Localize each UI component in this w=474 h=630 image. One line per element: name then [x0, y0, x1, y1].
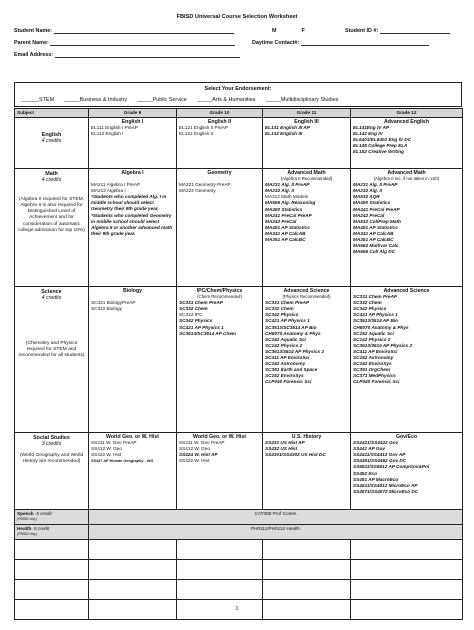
- course-item[interactable]: SS451 AP MacroEco: [353, 476, 399, 482]
- health-credits: .5 credit: [32, 526, 50, 531]
- speech-subject-cell: [15, 510, 89, 525]
- course-item[interactable]: SC331 Chem PreAP: [179, 300, 224, 306]
- course-item[interactable]: MA232 Alg. II: [353, 188, 382, 194]
- math-subject-name: Math: [45, 171, 58, 177]
- col-header-grade10: Grade 10: [177, 109, 263, 118]
- gender-row: [272, 28, 305, 34]
- endorsement-option-arts[interactable]: _____Arts & Humanities: [197, 97, 256, 103]
- course-item[interactable]: SC332 Chem: [353, 300, 382, 306]
- col-header-grade12: Grade 12: [351, 109, 463, 118]
- social-grade12-cell: [351, 433, 463, 510]
- endorsement-option-multidisciplinary[interactable]: _____Multidisciplinary Studies: [265, 97, 339, 103]
- course-item[interactable]: SS4461/SS4462 Gov DC: [353, 458, 407, 464]
- speech-subject-name: Speech: [17, 511, 34, 516]
- speech-credits: .5 credit: [35, 511, 52, 516]
- course-item[interactable]: SC152 Aquatic Sci: [265, 336, 306, 342]
- header-row: [15, 109, 463, 118]
- social-grade9-cell: [89, 433, 177, 510]
- col-header-grade11: Grade 11: [263, 109, 351, 118]
- science-note: (Chemistry and Physics required for STEM and recommended for all students): [18, 341, 85, 359]
- blank-row: [15, 580, 463, 600]
- blank-cell[interactable]: [351, 540, 463, 560]
- daytime-contact-label: Daytime Contact#:: [252, 40, 300, 46]
- course-item[interactable]: SS4301/SS4302 US Hist DC: [265, 452, 326, 458]
- math-g11-subtitle: (Algebra II Recommended): [280, 176, 333, 182]
- math-row: [15, 169, 463, 287]
- col-header-subject: Subject: [15, 109, 89, 118]
- english-subject-cell: [15, 118, 89, 169]
- course-item[interactable]: SS424 W. Hist AP: [179, 452, 218, 458]
- english-g12-title: Advanced English: [384, 119, 429, 125]
- daytime-contact-field[interactable]: [301, 40, 429, 46]
- course-item[interactable]: EL121 English II PreAP: [179, 125, 228, 131]
- course-item[interactable]: MA341 AP CalcAB: [265, 230, 306, 236]
- science-grade11-cell: [263, 287, 351, 433]
- science-g10-subtitle: (Chem Recommended): [197, 294, 242, 300]
- page-title: FBISD Universal Course Selection Worksheet: [176, 14, 298, 20]
- course-item[interactable]: EL141Eng IV AP: [353, 125, 390, 131]
- blank-cell[interactable]: [15, 560, 89, 580]
- social-note: (World Geography and World History are recommended): [19, 453, 84, 465]
- course-item[interactable]: SC342 Physics: [265, 312, 299, 318]
- course-item[interactable]: SC142 Physics 2: [353, 336, 391, 342]
- course-item[interactable]: SC421 AP Physics 1: [353, 312, 398, 318]
- course-item[interactable]: MA232 Alg. II: [265, 188, 294, 194]
- english-g11-title: English III: [294, 119, 319, 125]
- course-item[interactable]: SC342 Physics: [353, 306, 387, 312]
- math-grade9-cell: [89, 169, 177, 287]
- course-item[interactable]: SC152 EnviroSys: [265, 373, 304, 379]
- course-item[interactable]: SS452 Eco: [353, 470, 377, 476]
- science-grade9-cell: [89, 287, 177, 433]
- blank-cell[interactable]: [177, 540, 263, 560]
- course-item[interactable]: MA242 PreCal: [265, 218, 297, 224]
- course-item[interactable]: SC152 EnviroSys: [353, 361, 392, 367]
- student-name-row: [14, 28, 234, 34]
- course-item[interactable]: SS431 US Hist AP: [265, 440, 305, 446]
- parent-name-label: Parent Name:: [14, 40, 49, 46]
- course-item[interactable]: SS4571/SS4572 MicroEco DC: [353, 488, 419, 494]
- endorsement-title: Select Your Endorsement:: [204, 86, 272, 92]
- course-item[interactable]: CH5070 Anatomy & Phys: [265, 330, 321, 336]
- health-course-cell[interactable]: [89, 525, 463, 540]
- math-g9-note: *Students who completed Alg. I in middle school should select Geometry their 9th grade year.: [91, 194, 167, 212]
- course-item[interactable]: CLP040 Forensic Sci: [265, 379, 312, 385]
- course-item[interactable]: SS422 W. Hist: [91, 452, 122, 458]
- course-item[interactable]: SS411 W. Geo PreAP: [179, 440, 225, 446]
- math-g12-subtitle: (Algebra II rec. if not taken in 11th): [373, 176, 440, 182]
- health-subject-name: Health: [17, 526, 32, 531]
- course-item[interactable]: MA662 Multivar Calc: [353, 243, 399, 249]
- endorsement-options: [21, 97, 347, 103]
- course-item[interactable]: MA211 Algebra I PreAP: [91, 182, 141, 188]
- course-item[interactable]: MA221 Geometry PreAP: [179, 182, 231, 188]
- course-item[interactable]: SC391 Earth and Space: [265, 367, 318, 373]
- blank-cell[interactable]: [263, 560, 351, 580]
- science-subject-cell: [15, 287, 89, 433]
- course-item[interactable]: MA556 Alg. Reasoning: [265, 200, 316, 206]
- blank-row: [15, 560, 463, 580]
- social-credits: 3 credits: [41, 441, 62, 448]
- blank-cell[interactable]: [177, 580, 263, 600]
- course-item[interactable]: EL132 English III: [265, 131, 303, 137]
- course-item[interactable]: SC3513/SC3514 AP Bio: [265, 324, 317, 330]
- course-item[interactable]: MA532 CollPrep Math: [353, 218, 401, 224]
- course-item[interactable]: EL142 Eng IV: [353, 131, 383, 137]
- course-item[interactable]: SC3613/3614 AP Physics 2: [353, 342, 413, 348]
- social-g9-title: World Geo. or W. Hist: [106, 434, 159, 440]
- health-row: [15, 525, 463, 540]
- course-item[interactable]: SS412 W. Geo: [91, 446, 123, 452]
- course-item[interactable]: SC3613/3614 AP Physics 2: [265, 348, 325, 354]
- science-credits: 4 credits: [41, 295, 62, 302]
- math-grade12-cell: [351, 169, 463, 287]
- course-item[interactable]: CLP040 Forensic Sci: [353, 379, 400, 385]
- student-name-field[interactable]: [54, 28, 234, 34]
- course-item[interactable]: EL131 English III AP: [265, 125, 310, 131]
- social-studies-row: [15, 433, 463, 510]
- course-item[interactable]: SS432 US Hist: [265, 446, 298, 452]
- math-g11-title: Advanced Math: [287, 170, 326, 176]
- student-id-row: [345, 28, 450, 34]
- email-row: [14, 52, 240, 58]
- student-id-field[interactable]: [380, 28, 450, 34]
- course-item[interactable]: SC3613/SC3614 AP Chem: [179, 330, 236, 336]
- course-item[interactable]: SS6511/SS6512 AP CompGov&Pol: [353, 464, 430, 470]
- science-grade12-cell: [351, 287, 463, 433]
- course-item[interactable]: MA532 AQR: [353, 194, 380, 200]
- health-subtitle: (FBISD req.): [17, 532, 38, 537]
- course-item[interactable]: MA231 Alg. II PreAP: [353, 182, 398, 188]
- blank-cell[interactable]: [177, 560, 263, 580]
- course-item[interactable]: MA341 AP CalcAB: [353, 230, 394, 236]
- course-item[interactable]: MA451 AP Statistics: [353, 224, 398, 230]
- course-item[interactable]: MA665 Coll Alg DC: [353, 249, 396, 255]
- social-g12-title: Gov/Eco: [395, 434, 418, 440]
- parent-name-field[interactable]: [50, 40, 235, 46]
- course-item[interactable]: SC3513/3514 AP Bio: [353, 318, 398, 324]
- course-item[interactable]: MA241 PreCal PreAP: [353, 206, 400, 212]
- english-g10-title: English II: [207, 119, 232, 125]
- col-header-grade9: Grade 9: [89, 109, 177, 118]
- course-item[interactable]: MA312 Math Models: [265, 194, 308, 200]
- blank-cell[interactable]: [351, 560, 463, 580]
- math-g9-title: Algebra I: [121, 170, 144, 176]
- course-item[interactable]: SS441 AP Gov: [353, 446, 385, 452]
- speech-course[interactable]: CAT380 Prof Comm: [254, 511, 297, 516]
- course-item[interactable]: MA231 Alg. II PreAP: [265, 182, 310, 188]
- blank-cell[interactable]: [263, 540, 351, 560]
- course-item[interactable]: SC142 Physics 2: [265, 342, 303, 348]
- course-item[interactable]: EL111 English I PreAP: [91, 125, 138, 131]
- blank-cell[interactable]: [89, 540, 177, 560]
- blank-cell[interactable]: [15, 580, 89, 600]
- course-item[interactable]: SC391 OrgChem: [353, 367, 390, 373]
- english-grade12-cell: [351, 118, 463, 169]
- course-item[interactable]: SC371 MedPhysics: [353, 373, 396, 379]
- math-subject-cell: [15, 169, 89, 287]
- student-name-label: Student Name:: [14, 28, 53, 34]
- course-item[interactable]: EL112 English I: [91, 131, 124, 137]
- english-credits: 4 credits: [41, 138, 62, 145]
- student-id-label: Student ID #:: [345, 28, 379, 34]
- page-number: 1: [235, 606, 239, 612]
- speech-course-cell[interactable]: [89, 510, 463, 525]
- course-item[interactable]: MA451 AP Statistics: [265, 224, 310, 230]
- course-item[interactable]: EL148 College Prep ELA: [353, 143, 408, 149]
- email-label: Email Address:: [14, 52, 54, 58]
- science-row: [15, 287, 463, 433]
- social-subject-name: Social Studies: [33, 435, 70, 441]
- course-item[interactable]: SC342 Physics: [179, 318, 213, 324]
- course-item[interactable]: MA241 PreCal PreAP: [265, 212, 312, 218]
- course-item[interactable]: SC421 AP Physics 1: [179, 324, 224, 330]
- course-item[interactable]: SC152 Astronomy: [353, 355, 394, 361]
- course-item[interactable]: SC331 Chem PreAP: [353, 294, 398, 300]
- science-g12-title: Advanced Science: [383, 288, 430, 294]
- course-item[interactable]: SS437 AP Human Geography - WG: [91, 459, 154, 464]
- course-grid: [14, 108, 463, 620]
- gender-m-label[interactable]: M: [272, 28, 277, 34]
- course-item[interactable]: MA351 AP CalcBC: [265, 237, 306, 243]
- health-course[interactable]: PH0111/PH0112 Health: [251, 526, 300, 531]
- social-g10-title: World Geo. or W. Hist: [193, 434, 246, 440]
- english-row: [15, 118, 463, 169]
- daytime-contact-row: [252, 40, 429, 46]
- course-item[interactable]: SC331 Chem PreAP: [265, 300, 310, 306]
- blank-cell[interactable]: [89, 560, 177, 580]
- endorsement-option-business[interactable]: _____Business & Industry: [64, 97, 128, 103]
- course-item[interactable]: SS4411/SS4412 Gov AP: [353, 452, 406, 458]
- science-g11-title: Advanced Science: [283, 288, 330, 294]
- course-item[interactable]: SC322 Biology: [91, 306, 123, 312]
- math-credits: 4 credits: [41, 177, 62, 184]
- course-item[interactable]: SS4511/SS4512 MicroEco AP: [353, 482, 418, 488]
- gender-f-label[interactable]: F: [301, 28, 305, 34]
- endorsement-option-stem[interactable]: ______STEM: [21, 97, 54, 103]
- social-subject-cell: [15, 433, 89, 510]
- blank-cell[interactable]: [15, 540, 89, 560]
- blank-cell[interactable]: [89, 580, 177, 600]
- social-grade11-cell: [263, 433, 351, 510]
- health-subject-cell: [15, 525, 89, 540]
- course-item[interactable]: MA212 Algebra I: [91, 188, 126, 194]
- course-item[interactable]: SC152 Astronomy: [265, 361, 306, 367]
- course-item[interactable]: MA450 Statistics: [353, 200, 391, 206]
- blank-cell[interactable]: [263, 580, 351, 600]
- course-item[interactable]: SC421 AP Physics 1: [265, 318, 310, 324]
- math-g10-title: Geometry: [207, 170, 232, 176]
- math-grade11-cell: [263, 169, 351, 287]
- science-g11-subtitle: (Physics Recommended): [282, 294, 331, 300]
- course-item[interactable]: SC312 IPC: [179, 312, 203, 318]
- speech-row: [15, 510, 463, 525]
- course-item[interactable]: SC411 AP EnviroSci: [265, 355, 310, 361]
- parent-name-row: [14, 40, 235, 46]
- math-grade10-cell: [177, 169, 263, 287]
- course-item[interactable]: EL152 Creative Writing: [353, 149, 404, 155]
- course-item[interactable]: EL6401/EL6402 Eng IV DC: [353, 137, 412, 143]
- science-grade10-cell: [177, 287, 263, 433]
- course-item[interactable]: MA222 Geometry: [179, 188, 216, 194]
- science-g10-title: IPC/Chem/Physics: [196, 288, 243, 294]
- math-g12-title: Advanced Math: [387, 170, 426, 176]
- english-grade10-cell: [177, 118, 263, 169]
- course-item[interactable]: MA450 Statistics: [265, 206, 303, 212]
- course-item[interactable]: EL122 English II: [179, 131, 214, 137]
- social-grade10-cell: [177, 433, 263, 510]
- english-g9-title: English I: [121, 119, 144, 125]
- social-g11-title: U.S. History: [291, 434, 322, 440]
- english-grade11-cell: [263, 118, 351, 169]
- course-item[interactable]: SC321 BiologyPreAP: [91, 300, 136, 306]
- speech-subtitle: (FBISD req.): [17, 517, 38, 522]
- endorsement-box: [14, 82, 462, 107]
- blank-cell[interactable]: [351, 580, 463, 600]
- endorsement-option-public-service[interactable]: _____Public Service: [137, 97, 187, 103]
- course-item[interactable]: SC332 Chem: [179, 306, 208, 312]
- course-item[interactable]: SC332 Chem: [265, 306, 294, 312]
- course-item[interactable]: SS4421/SS4422 Gov: [353, 440, 399, 446]
- math-g9-note2: *Students who completed Geometry in middle school should select Algebra II or another advanced math their 9th grade year.: [91, 212, 173, 236]
- course-item[interactable]: SC152 Aquatic Sci: [353, 330, 394, 336]
- course-item[interactable]: SS411 W. Geo PreAP: [91, 440, 137, 446]
- course-item[interactable]: MA242 PreCal: [353, 212, 385, 218]
- blank-row: [15, 540, 463, 560]
- english-grade9-cell: [89, 118, 177, 169]
- english-subject-name: English: [41, 132, 62, 138]
- math-note: (Algebra II required for STEM. Algebra II is also required for Distinguished Level of Achievement and for consideration of automatic college admission for top 10%): [18, 197, 85, 233]
- course-item[interactable]: SS412 W. Geo: [179, 446, 211, 452]
- email-field[interactable]: [55, 52, 240, 58]
- course-item[interactable]: CH5070 Anatomy & Phys: [353, 324, 409, 330]
- science-g9-title: Biology: [122, 288, 143, 294]
- course-item[interactable]: SS422 W. Hist: [179, 458, 210, 464]
- course-item[interactable]: SC411 AP EnviroSci: [353, 348, 398, 354]
- course-item[interactable]: MA351 AP CalcBC: [353, 237, 394, 243]
- science-subject-name: Science: [41, 289, 62, 295]
